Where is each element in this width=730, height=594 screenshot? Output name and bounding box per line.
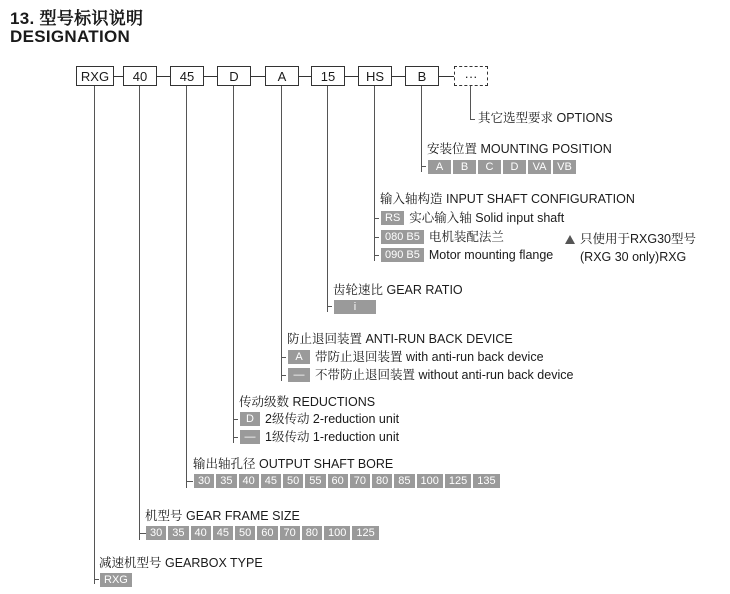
mounting-chip: C	[478, 160, 501, 174]
connector	[186, 481, 193, 482]
leader-line-mounting	[421, 86, 422, 172]
shaft-bore-chips	[194, 474, 500, 488]
anti-run-label: 防止退回装置 ANTI-RUN BACK DEVICE	[287, 332, 513, 346]
mounting-chip: VB	[553, 160, 576, 174]
frame-size-chip: 70	[280, 526, 300, 540]
dash-separator	[114, 76, 123, 77]
anti-run-chip: A	[288, 350, 310, 364]
title-cn: 13. 型号标识说明	[10, 9, 144, 28]
connector	[233, 437, 238, 438]
shaft-bore-chip: 50	[283, 474, 303, 488]
gearbox-type-chip: RXG	[100, 573, 132, 587]
rxg30-note	[565, 231, 696, 247]
input-shaft-text: Motor mounting flange	[428, 248, 554, 262]
code-box-type: RXG	[76, 66, 114, 86]
leader-line-input-shaft	[374, 86, 375, 261]
rxg30-note-line2: (RXG 30 only)RXG	[580, 250, 687, 264]
shaft-bore-chip: 100	[417, 474, 443, 488]
code-box-mounting: B	[405, 66, 439, 86]
mounting-position-chips	[428, 160, 576, 174]
input-shaft-row	[381, 229, 504, 245]
shaft-bore-chip: 55	[305, 474, 325, 488]
leader-line-type	[94, 86, 95, 584]
shaft-bore-chip: 30	[194, 474, 214, 488]
frame-size-chip: 100	[324, 526, 350, 540]
mounting-chip: B	[453, 160, 476, 174]
gear-ratio-label: 齿轮速比 GEAR RATIO	[333, 283, 463, 297]
options-label: 其它选型要求 OPTIONS	[478, 111, 613, 125]
connector	[374, 237, 379, 238]
dash-separator	[299, 76, 311, 77]
gearbox-type-label: 减速机型号 GEARBOX TYPE	[99, 556, 263, 570]
connector	[374, 218, 379, 219]
reductions-text: 2级传动 2-reduction unit	[265, 412, 400, 426]
frame-size-chip: 30	[146, 526, 166, 540]
connector	[327, 306, 332, 307]
frame-size-chip: 125	[352, 526, 378, 540]
gearbox-type-chips	[100, 573, 132, 587]
input-shaft-chip: 090 B5	[381, 248, 424, 262]
frame-size-chip: 45	[213, 526, 233, 540]
leader-line-frame	[139, 86, 140, 540]
shaft-bore-chip: 40	[239, 474, 259, 488]
shaft-bore-chip: 35	[216, 474, 236, 488]
frame-size-label: 机型号 GEAR FRAME SIZE	[145, 509, 300, 523]
anti-run-row	[288, 349, 544, 365]
connector	[470, 119, 475, 120]
frame-size-chip: 40	[191, 526, 211, 540]
frame-size-chips	[146, 526, 379, 540]
frame-size-chip: 80	[302, 526, 322, 540]
shaft-bore-chip: 60	[328, 474, 348, 488]
reductions-chip: D	[240, 412, 260, 426]
mounting-chip: A	[428, 160, 451, 174]
gear-ratio-chip: i	[334, 300, 376, 314]
connector	[94, 579, 99, 580]
input-shaft-chip: 080 B5	[381, 230, 424, 244]
anti-run-chip: —	[288, 368, 310, 382]
mounting-position-label: 安装位置 MOUNTING POSITION	[427, 142, 612, 156]
input-shaft-row	[381, 210, 564, 226]
leader-line-reductions	[233, 86, 234, 443]
frame-size-chip: 60	[257, 526, 277, 540]
input-shaft-row	[381, 247, 553, 263]
warning-icon	[565, 235, 575, 244]
leader-line-bore	[186, 86, 187, 488]
connector	[233, 419, 238, 420]
shaft-bore-chip: 125	[445, 474, 471, 488]
leader-line-antirun	[281, 86, 282, 381]
code-box-options: ···	[454, 66, 488, 86]
dash-separator	[392, 76, 405, 77]
reductions-text: 1级传动 1-reduction unit	[265, 430, 400, 444]
input-shaft-chip: RS	[381, 211, 404, 225]
code-box-antirun: A	[265, 66, 299, 86]
connector	[421, 166, 426, 167]
mounting-chip: D	[503, 160, 526, 174]
dash-separator	[251, 76, 265, 77]
shaft-bore-chip: 70	[350, 474, 370, 488]
code-box-input-shaft: HS	[358, 66, 392, 86]
reductions-chip: —	[240, 430, 260, 444]
shaft-bore-chip: 45	[261, 474, 281, 488]
mounting-chip: VA	[528, 160, 551, 174]
connector	[281, 357, 286, 358]
code-box-ratio: 15	[311, 66, 345, 86]
anti-run-row	[288, 367, 573, 383]
anti-run-text: 带防止退回装置 with anti-run back device	[315, 350, 544, 364]
shaft-bore-label: 输出轴孔径 OUTPUT SHAFT BORE	[193, 457, 394, 471]
dash-separator	[204, 76, 217, 77]
input-shaft-label: 输入轴构造 INPUT SHAFT CONFIGURATION	[380, 192, 635, 206]
reductions-row	[240, 429, 399, 445]
dash-separator	[345, 76, 358, 77]
connector	[281, 375, 286, 376]
code-box-reductions: D	[217, 66, 251, 86]
shaft-bore-chip: 135	[473, 474, 499, 488]
leader-line-ratio	[327, 86, 328, 312]
code-box-frame: 40	[123, 66, 157, 86]
connector	[374, 255, 379, 256]
reductions-label: 传动级数 REDUCTIONS	[239, 395, 376, 409]
dash-separator	[439, 76, 454, 77]
shaft-bore-chip: 80	[372, 474, 392, 488]
title-en: DESIGNATION	[10, 27, 131, 46]
frame-size-chip: 35	[168, 526, 188, 540]
rxg30-note-line1: 只使用于RXG30型号	[580, 232, 696, 246]
reductions-row	[240, 411, 399, 427]
shaft-bore-chip: 85	[394, 474, 414, 488]
frame-size-chip: 50	[235, 526, 255, 540]
input-shaft-text: 电机装配法兰	[428, 230, 504, 244]
input-shaft-text: 实心输入轴 Solid input shaft	[409, 211, 565, 225]
gear-ratio-chips	[334, 300, 376, 314]
connector	[139, 533, 146, 534]
code-box-bore: 45	[170, 66, 204, 86]
dash-separator	[157, 76, 170, 77]
leader-line-options	[470, 86, 471, 119]
anti-run-text: 不带防止退回装置 without anti-run back device	[315, 368, 574, 382]
